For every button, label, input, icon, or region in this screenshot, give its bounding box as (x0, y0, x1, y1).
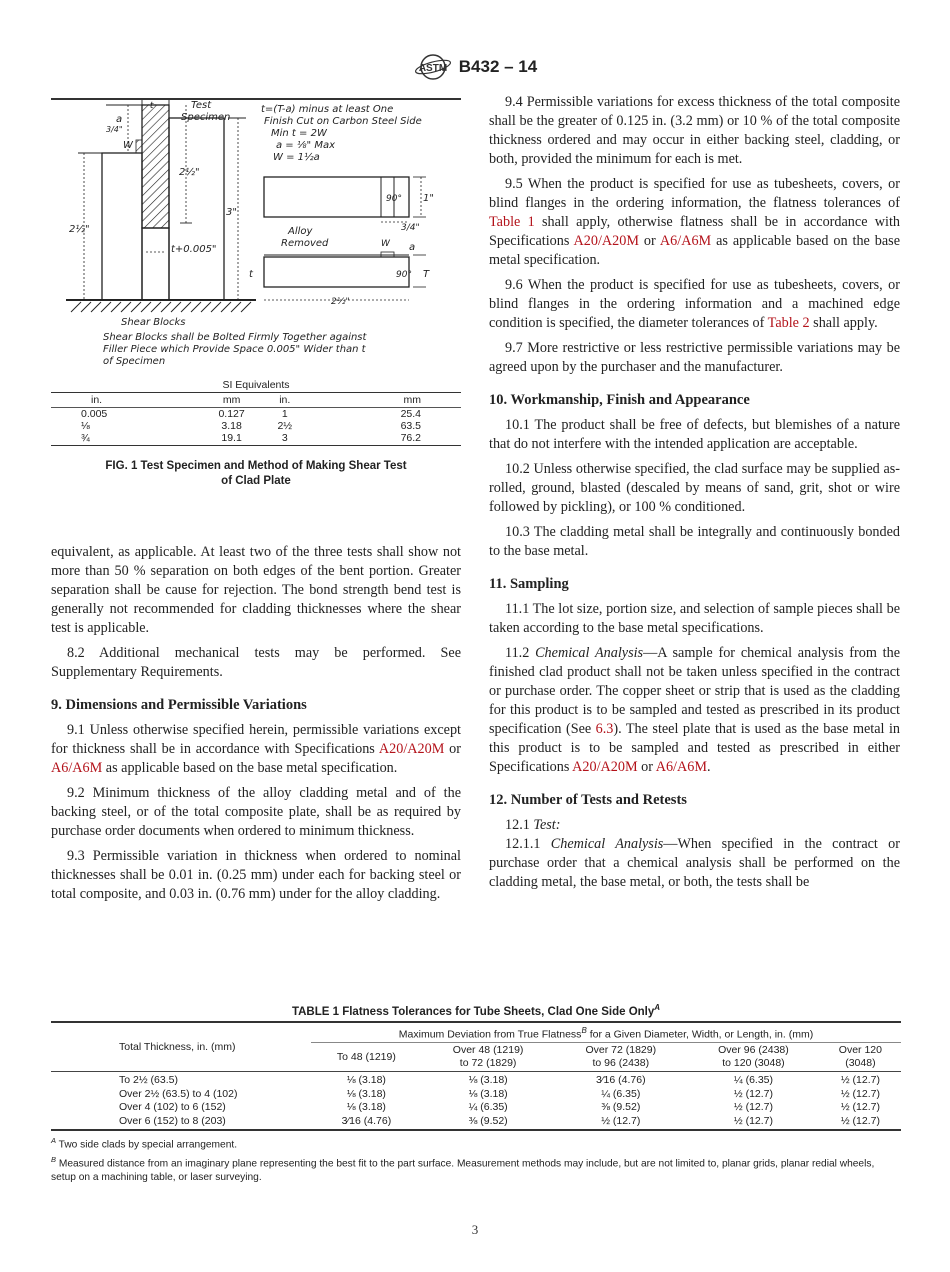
cell: ¼ (6.35) (468, 1101, 508, 1114)
svg-text:Shear Blocks shall be Bolted F: Shear Blocks shall be Bolted Firmly Together against (103, 332, 367, 343)
svg-text:of Specimen: of Specimen (103, 356, 166, 367)
svg-text:T: T (423, 269, 430, 280)
cell: ½ (12.7) (820, 1115, 901, 1131)
paragraph-9-2: 9.2 Minimum thickness of the alloy cladding metal and of the backing steel, or of the total composite plate, shall be as required by purchase order documents when ordered to minimum thickness. (51, 785, 461, 839)
cell: ⅜ (9.52) (601, 1101, 641, 1114)
svg-text:t+0.005": t+0.005" (171, 244, 217, 255)
left-column (51, 543, 461, 910)
paragraph-9-1: 9.1 Unless otherwise specified herein, permissible variations except for thickness shall be in accordance with Specifications A20/A20M or A6/A6M as applicable based on the base metal specification. (51, 722, 461, 776)
svg-text:·t·: ·t· (147, 101, 157, 111)
figure-caption (51, 459, 461, 489)
table-1-footnotes (51, 1134, 901, 1185)
paragraph-12-1-1: 12.1.1 Chemical Analysis—When specified in the contract or purchase order that a chemical analysis shall be performed on the cladding metal, the base metal, or both, the tests shall be (489, 836, 900, 890)
cell: Over 6 (152) to 8 (203) (51, 1115, 311, 1131)
cell: To 2½ (63.5) (119, 1074, 178, 1087)
cell: ⅛ (81, 420, 90, 432)
link-a6[interactable]: A6/A6M (655, 759, 707, 775)
link-a20[interactable]: A20/A20M (572, 759, 638, 775)
cell: ⅛ (3.18) (346, 1087, 386, 1100)
section-11-heading: 11. Sampling (489, 576, 569, 592)
cell: 25.4 (400, 408, 421, 420)
paragraph-9-4: 9.4 Permissible variations for excess thickness of the total composite shall be the greater of 0.125 in. (3.2 mm) or 10 % of the total composite thickness ordered and may occur in either backing steel, cladding, or both, provided the minimum for each is met. (489, 94, 900, 167)
si-equivalents-table (51, 379, 461, 446)
footnote-a: $^A$ Two side clads by special arrangement. (51, 1136, 238, 1151)
paragraph-10-2: 10.2 Unless otherwise specified, the clad surface may be supplied as-rolled, ground, blasted (descaled by means of sand, grit, shot or wire followed by pickling), or 100 % conditioned. (489, 461, 900, 515)
table-row (51, 1101, 901, 1115)
cell: 3⁄16 (4.76) (311, 1115, 422, 1131)
svg-text:Alloy: Alloy (288, 226, 313, 237)
table-row (51, 1115, 901, 1131)
svg-text:t: t (249, 269, 253, 280)
footnote-b: $^B$ Measured distance from an imaginary plane representing the best fit to the part surface. Measurement methods may include, but are not limited to, planar grids, planar redial wheels, setup on a machining table, or laser surveying. (51, 1154, 875, 1184)
svg-text:Min t = 2W: Min t = 2W (271, 128, 327, 139)
svg-text:a = ⅛" Max: a = ⅛" Max (276, 140, 336, 151)
col-header: Over 120 (3048) (820, 1043, 901, 1072)
svg-text:Finish Cut on Carbon Steel Sid: Finish Cut on Carbon Steel Side (264, 116, 422, 127)
cell: ⅛ (3.18) (468, 1087, 508, 1100)
svg-text:ASTM: ASTM (418, 63, 447, 74)
paragraph-11-1: 11.1 The lot size, portion size, and selection of sample pieces shall be taken according to the base metal specifications. (489, 601, 900, 636)
paragraph-9-5: 9.5 When the product is specified for use as tubesheets, covers, or blind flanges in the ordering information, the flatness tolerances of Table 1 shall apply, otherwise flatness shall be in accordance with Specifications A20/A20M or A6/A6M as applicable based on the base metal specification. (489, 176, 901, 268)
si-header: in. (266, 393, 304, 408)
col-header: Over 96 (2438) to 120 (3048) (687, 1043, 820, 1072)
col-header: Over 72 (1829) to 96 (2438) (554, 1043, 687, 1072)
svg-text:3/4": 3/4" (401, 223, 420, 233)
svg-text:3/4": 3/4" (106, 125, 123, 134)
col-header-max-deviation: Maximum Deviation from True Flatness$^B$ for a Given Diameter, Width, or Length, in. (mm) (311, 1022, 901, 1043)
astm-logo-icon (413, 53, 453, 81)
cell: ⅛ (3.18) (346, 1074, 386, 1087)
cell: 3⁄16 (4.76) (595, 1074, 646, 1087)
cell: ⅛ (3.18) (346, 1101, 386, 1114)
svg-text:2½": 2½" (179, 167, 200, 178)
link-a20[interactable]: A20/A20M (573, 233, 639, 249)
svg-text:W: W (123, 140, 133, 151)
cell: ¼ (6.35) (733, 1074, 774, 1087)
table-row (51, 408, 461, 421)
svg-text:a: a (116, 114, 123, 125)
svg-text:90°: 90° (386, 194, 402, 204)
svg-text:Filler Piece which Provide Spa: Filler Piece which Provide Space 0.005" Wider than t (103, 344, 366, 355)
cell: 2½ (277, 420, 293, 432)
paragraph-8-2: 8.2 Additional mechanical tests may be performed. See Supplementary Requirements. (51, 645, 461, 680)
cell: 76.2 (304, 432, 461, 446)
cell: Over 2½ (63.5) to 4 (102) (119, 1087, 238, 1100)
svg-text:Removed: Removed (281, 238, 329, 249)
caption-line: of Clad Plate (221, 475, 291, 487)
svg-text:a: a (409, 242, 416, 253)
cell: ½ (12.7) (840, 1101, 880, 1114)
cell: ⅛ (3.18) (468, 1074, 508, 1087)
col-header-thickness: Total Thickness, in. (mm) (51, 1022, 311, 1072)
paragraph-12-1: 12.1 Test: (505, 817, 561, 833)
right-column (489, 93, 900, 898)
cell: ⅜ (9.52) (422, 1115, 555, 1131)
cell: 3 (266, 432, 304, 446)
cell: ¾ (51, 432, 197, 446)
si-header: mm (304, 393, 461, 408)
table-row (51, 432, 461, 446)
cell: ½ (12.7) (840, 1087, 880, 1100)
section-9-heading: 9. Dimensions and Permissible Variations (51, 697, 307, 713)
cell: Over 4 (102) to 6 (152) (119, 1101, 226, 1114)
cell: ¼ (6.35) (601, 1087, 641, 1100)
table-row (51, 1072, 901, 1088)
cell: ½ (12.7) (733, 1101, 774, 1114)
flatness-tolerances-table (51, 1021, 901, 1132)
svg-text:Shear Blocks: Shear Blocks (121, 317, 186, 328)
paragraph-9-6: 9.6 When the product is specified for use as tubesheets, covers, or blind flanges in the ordering information and a machined edge condition is specified, the diameter tolerances of Table 2 shall apply. (489, 277, 900, 331)
paragraph-11-2: 11.2 Chemical Analysis—A sample for chemical analysis from the finished clad product shall not be taken unless specified in the contract or purchase order. The copper sheet or strip that is used as the cladding for this product is to be sampled and tested as prescribed in its product specification (See 6.3). The steel plate that is used as the base metal in this product is to be sampled and tested as prescribed in either Specifications A20/A20M or A6/A6M. (489, 645, 900, 775)
col-header: Over 48 (1219) to 72 (1829) (422, 1043, 555, 1072)
svg-text:Test: Test (191, 100, 212, 111)
cell: ½ (12.7) (733, 1087, 774, 1100)
svg-text:t=(T-a) minus at least One: t=(T-a) minus at least One (261, 104, 394, 115)
table-1 (51, 1003, 901, 1185)
paragraph-10-1: 10.1 The product shall be free of defects, but blemishes of a nature that do not interfere with the intended application are acceptable. (489, 417, 900, 452)
cell: ½ (12.7) (687, 1115, 820, 1131)
cell: 0.127 (218, 408, 245, 420)
svg-text:1": 1" (423, 193, 434, 204)
svg-text:3": 3" (226, 207, 237, 218)
svg-text:Specimen: Specimen (181, 112, 231, 123)
svg-text:W: W (381, 239, 390, 249)
paragraph-8-1-cont: equivalent, as applicable. At least two of the three tests shall show not more than 50 % separation on both edges of the bent portion. Greater separation shall be cause for rejection. The bond strength bend test is generally not recommended for cladding thicknesses where the shear test is applicable. (51, 544, 461, 636)
cell: 1 (281, 408, 288, 420)
caption-line: FIG. 1 Test Specimen and Method of Making Shear Test (105, 460, 407, 472)
link-table-1[interactable]: Table 1 (489, 214, 535, 230)
document-designation: B432 – 14 (458, 57, 538, 76)
cell: 63.5 (400, 420, 421, 432)
link-a6[interactable]: A6/A6M (51, 760, 103, 776)
link-section-6-3[interactable]: 6.3 (595, 721, 614, 737)
paragraph-9-3: 9.3 Permissible variation in thickness when ordered to nominal thicknesses shall be 0.01 in. (0.25 mm) under each for backing steel or total composite, and 0.03 in. (0.76 mm) under for the alloy cladding. (51, 848, 461, 902)
si-header: mm (197, 393, 265, 408)
cell: 19.1 (197, 432, 265, 446)
page-header (0, 53, 950, 81)
cell: ½ (12.7) (554, 1115, 687, 1131)
col-header: To 48 (1219) (311, 1043, 422, 1072)
table-1-title: TABLE 1 Flatness Tolerances for Tube Sheets, Clad One Side Only$^A$ (291, 1003, 661, 1018)
si-header: in. (51, 393, 197, 408)
table-row (51, 1088, 901, 1102)
section-12-heading: 12. Number of Tests and Retests (489, 792, 687, 808)
cell: ½ (12.7) (840, 1074, 880, 1087)
svg-text:2½": 2½" (69, 224, 90, 235)
si-table-caption: SI Equivalents (222, 379, 290, 391)
svg-text:90°: 90° (396, 270, 412, 280)
link-a6[interactable]: A6/A6M (659, 233, 712, 249)
cell: 0.005 (81, 408, 108, 420)
link-a20[interactable]: A20/A20M (378, 741, 445, 757)
cell: 3.18 (221, 420, 242, 432)
link-table-2[interactable]: Table 2 (767, 315, 810, 331)
paragraph-10-3: 10.3 The cladding metal shall be integrally and continuously bonded to the base metal. (489, 524, 900, 559)
svg-text:W = 1½a: W = 1½a (273, 152, 320, 163)
svg-text:2½": 2½" (331, 297, 350, 307)
section-10-heading: 10. Workmanship, Finish and Appearance (489, 392, 750, 408)
table-row (51, 420, 461, 432)
figure-1 (51, 98, 461, 489)
page-number: 3 (471, 1222, 479, 1237)
paragraph-9-7: 9.7 More restrictive or less restrictive permissible variations may be agreed upon by the purchaser and the manufacturer. (489, 340, 900, 375)
shear-test-drawing (51, 100, 461, 375)
